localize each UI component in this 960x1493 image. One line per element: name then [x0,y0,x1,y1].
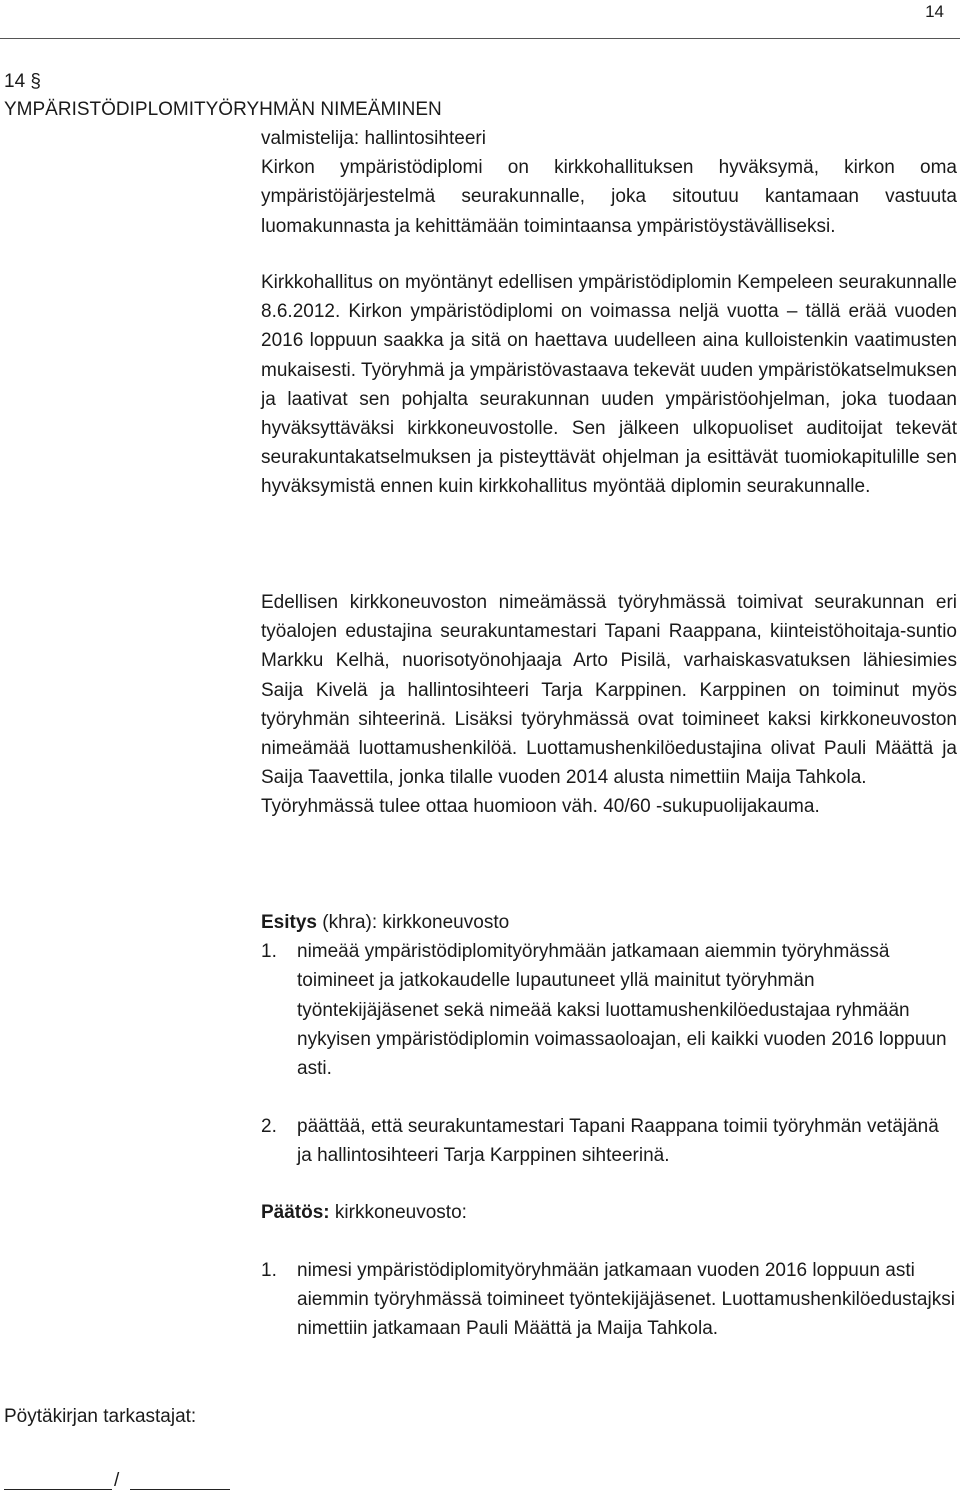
proposal-item-number: 2. [261,1116,277,1137]
header-rule [0,38,960,39]
signature-line-left [4,1489,112,1490]
preparer-line: valmistelija: hallintosihteeri [261,128,486,149]
reviewers-label: Pöytäkirjan tarkastajat: [4,1406,197,1427]
proposal-item-text: nimeää ympäristödiplomityöryhmään jatkamaan aiemmin työryhmässä toimineet ja jatkokaudelle lupautuneet yllä mainitut työryhmän työntekijäjäsenet sekä nimeää kaksi luottamushenkilöedustajaa ryhmään nykyisen ympäristödiplomin voimassaoloajan, eli kaikki vuoden 2016 loppuun asti. [297,941,947,1080]
proposal-label-rest: (khra): kirkkoneuvosto [316,912,510,933]
proposal-section [261,908,957,1083]
section-title: YMPÄRISTÖDIPLOMITYÖRYHMÄN NIMEÄMINEN [4,99,442,120]
signature-line-right [130,1489,230,1490]
decision-item-number: 1. [261,1260,277,1281]
proposal-label: Esitys [261,912,317,933]
preparer-and-intro [261,124,957,241]
gender-note: Työryhmässä tulee ottaa huomioon väh. 40/60 -sukupuolijakauma. [261,796,820,818]
group-paragraph: Edellisen kirkkoneuvoston nimeämässä työryhmässä toimivat seurakunnan eri työalojen edustajina seurakuntamestari Tapani Raappana, kiinteistöhoitaja-suntio Markku Kelhä, nuorisotyönohjaaja Arto Pisilä, varhaiskasvatuksen lähiesimies Saija Kivelä ja hallintosihteeri Tarja Karppinen. Karppinen on toiminut myös työryhmän sihteerinä. Lisäksi työryhmässä ovat toimineet kaksi kirkkoneuvoston nimeämää luottamushenkilöä. Luottamushenkilöedustajina olivat Pauli Määttä ja Saija Taavettila, jonka tilalle vuoden 2014 alusta nimettiin Maija Tahkola. [261,592,957,789]
signature-lines [4,1462,234,1492]
decision-item [261,1256,957,1344]
proposal-item-number: 1. [261,941,277,963]
decision-heading [261,1198,957,1227]
section-heading [4,68,442,124]
decision-label-rest: kirkkoneuvosto: [329,1202,467,1223]
group-block [261,588,957,822]
decision-section [261,1198,957,1227]
intro-paragraph: Kirkon ympäristödiplomi on kirkkohallituksen hyväksymä, kirkon oma ympäristöjärjestelmä seurakunnalle, joka sitoutuu kantamaan vastuuta luomakunnasta ja kehittämään toimintaansa ympäristöystävälliseksi. [261,157,957,237]
section-number: 14 § [4,71,41,92]
proposal-section-2 [261,1112,957,1170]
proposal-item [261,1112,957,1170]
decision-list [261,1256,957,1344]
proposal-heading [261,908,957,937]
proposal-item [261,937,957,1083]
decision-label: Päätös: [261,1202,330,1223]
history-paragraph: Kirkkohallitus on myöntänyt edellisen ympäristödiplomin Kempeleen seurakunnalle 8.6.2012. Kirkon ympäristödiplomi on voimassa neljä vuotta – tällä erää vuoden 2016 loppuun saakka ja sitä on haettava uudelleen aina kulloistenkin vaatimusten mukaisesti. Työryhmä ja ympäristövastaava tekevät uuden ympäristökatselmuksen ja laativat sen pohjalta seurakunnan uuden ympäristöohjelman, joka tuodaan hyväksyttäväksi kirkkoneuvostolle. Sen jälkeen ulkopuoliset auditoijat tekevät seurakuntakatselmuksen ja pisteyttävät ohjelman ja esittävät tuomiokapitulille sen hyväksymistä ennen kuin kirkkohallitus myöntää diplomin seurakunnalle. [261,272,957,498]
proposal-item-text: päättää, että seurakuntamestari Tapani Raappana toimii työryhmän vetäjänä ja hallintosihteeri Tarja Karppinen sihteerinä. [297,1116,939,1167]
decision-item-text: nimesi ympäristödiplomityöryhmään jatkamaan vuoden 2016 loppuun asti aiemmin työryhmässä toimineet työntekijäjäsenet. Luottamushenkilöedustajksi nimettiin jatkamaan Pauli Määttä ja Maija Tahkola. [297,1260,955,1340]
signature-slash: / [114,1470,120,1491]
page-number: 14 [925,2,944,21]
